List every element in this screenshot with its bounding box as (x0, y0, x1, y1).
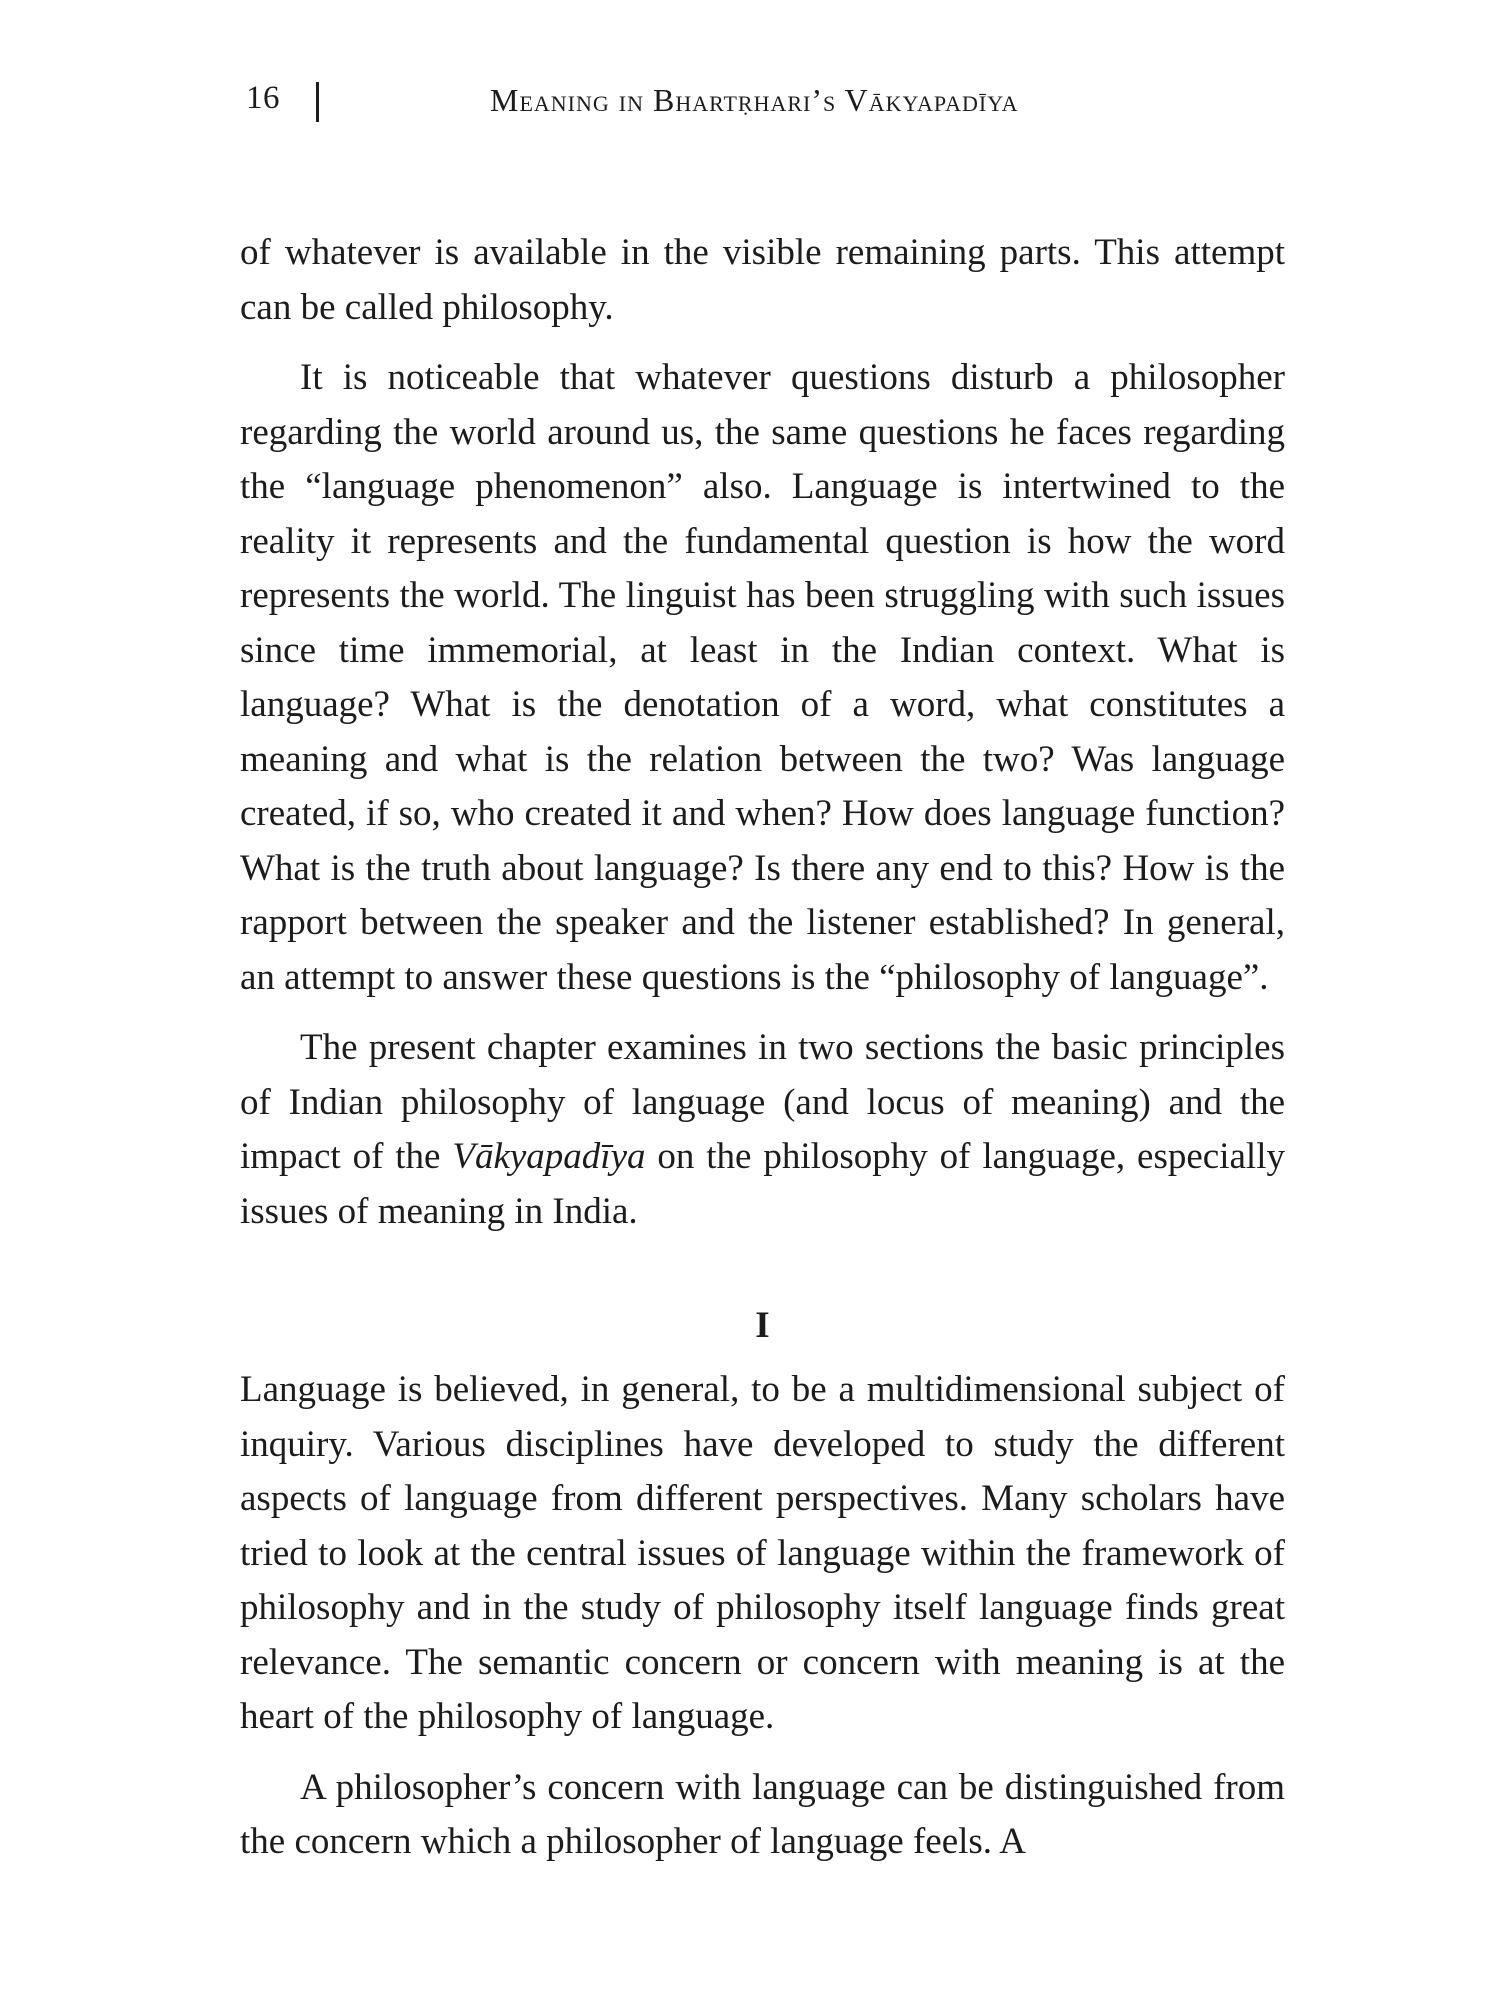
paragraph-multidimensional-subject: Language is believed, in general, to be a multidimensional subject of inquiry. Various disciplines have developed to study the different aspects of language from different perspectives. Many scholars have tried to look at the central issues of language within the framework of philosophy and in the study of philosophy itself language finds great relevance. The semantic concern or concern with meaning is at the heart of the philosophy of language. (240, 1369, 1285, 1737)
running-title: Meaning in Bhartṛhari’s Vākyapadīya (490, 82, 1019, 118)
book-page (240, 70, 1285, 1870)
page-number: 16 (246, 80, 280, 116)
chapter-outline-text-start: The present chapter examines in two sections the basic principles of Indian philosophy of language (and locus of meaning) and the impact of the (240, 1027, 1285, 1177)
paragraph-language-questions: It is noticeable that whatever questions disturb a philosopher regarding the world around us, the same questions he faces regarding the “language phenomenon” also. Language is intertwined to the reality it represents and the fundamental question is how the word represents the world. The linguist has been struggling with such issues since time immemorial, at least in the Indian context. What is language? What is the denotation of a word, what constitutes a meaning and what is the relation between the two? Was language created, if so, who created it and when? How does language function? What is the truth about language? Is there any end to this? How is the rapport between the speaker and the listener established? In general, an attempt to answer these questions is the “philosophy of language”. (240, 357, 1285, 998)
paragraph-continuation: of whatever is available in the visible remaining parts. This attempt can be called philosophy. (240, 232, 1285, 328)
section-heading-roman-one: I (755, 1305, 770, 1346)
body-text (240, 226, 1285, 1870)
chapter-outline-text-end: on the philosophy of language, especially issues of meaning in India. (240, 1136, 1285, 1232)
work-title-vakyapadiya: Vākyapadīya (452, 1136, 646, 1177)
running-head (240, 70, 1285, 130)
paragraph-chapter-outline (240, 1021, 1285, 1239)
running-head-divider (316, 82, 319, 122)
paragraph-philosopher-concern: A philosopher’s concern with language can be distinguished from the concern which a philosopher of language feels. A (240, 1766, 1285, 1862)
